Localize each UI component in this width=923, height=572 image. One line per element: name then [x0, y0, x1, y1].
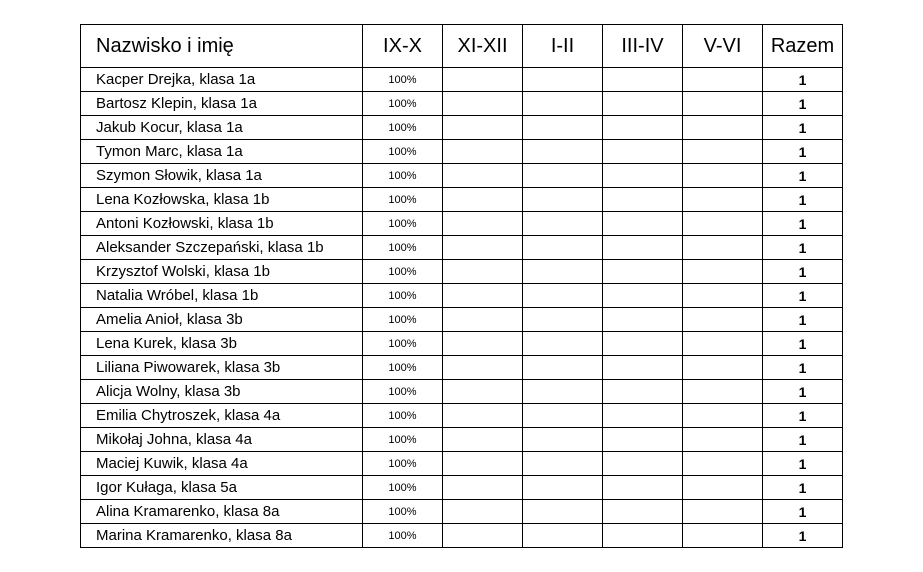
cell-name: Antoni Kozłowski, klasa 1b	[81, 212, 363, 236]
cell-iii-iv	[603, 92, 683, 116]
cell-name: Lena Kozłowska, klasa 1b	[81, 188, 363, 212]
cell-razem: 1	[763, 452, 843, 476]
cell-xi-xii	[443, 164, 523, 188]
cell-iii-iv	[603, 476, 683, 500]
cell-name: Lena Kurek, klasa 3b	[81, 332, 363, 356]
table-row	[81, 332, 843, 356]
cell-iii-iv	[603, 404, 683, 428]
cell-iii-iv	[603, 284, 683, 308]
cell-xi-xii	[443, 308, 523, 332]
cell-name: Alicja Wolny, klasa 3b	[81, 380, 363, 404]
cell-iii-iv	[603, 524, 683, 548]
cell-razem: 1	[763, 92, 843, 116]
cell-v-vi	[683, 500, 763, 524]
cell-name: Aleksander Szczepański, klasa 1b	[81, 236, 363, 260]
table-row	[81, 404, 843, 428]
cell-iii-iv	[603, 188, 683, 212]
table-row	[81, 92, 843, 116]
cell-iii-iv	[603, 380, 683, 404]
cell-razem: 1	[763, 116, 843, 140]
table-row	[81, 260, 843, 284]
cell-razem: 1	[763, 188, 843, 212]
cell-i-ii	[523, 404, 603, 428]
cell-ix-x: 100%	[363, 188, 443, 212]
cell-razem: 1	[763, 212, 843, 236]
table-row	[81, 284, 843, 308]
cell-xi-xii	[443, 380, 523, 404]
cell-iii-iv	[603, 116, 683, 140]
cell-ix-x: 100%	[363, 92, 443, 116]
cell-v-vi	[683, 140, 763, 164]
cell-i-ii	[523, 524, 603, 548]
cell-iii-iv	[603, 428, 683, 452]
cell-razem: 1	[763, 380, 843, 404]
cell-ix-x: 100%	[363, 236, 443, 260]
cell-v-vi	[683, 308, 763, 332]
cell-razem: 1	[763, 308, 843, 332]
cell-v-vi	[683, 188, 763, 212]
cell-razem: 1	[763, 236, 843, 260]
cell-name: Natalia Wróbel, klasa 1b	[81, 284, 363, 308]
cell-razem: 1	[763, 404, 843, 428]
cell-i-ii	[523, 212, 603, 236]
cell-v-vi	[683, 428, 763, 452]
table-row	[81, 452, 843, 476]
cell-ix-x: 100%	[363, 164, 443, 188]
cell-i-ii	[523, 380, 603, 404]
attendance-table	[80, 24, 843, 548]
cell-xi-xii	[443, 452, 523, 476]
cell-iii-iv	[603, 260, 683, 284]
table-row	[81, 356, 843, 380]
cell-name: Maciej Kuwik, klasa 4a	[81, 452, 363, 476]
cell-v-vi	[683, 452, 763, 476]
cell-i-ii	[523, 92, 603, 116]
cell-xi-xii	[443, 524, 523, 548]
table-row	[81, 188, 843, 212]
cell-xi-xii	[443, 284, 523, 308]
cell-i-ii	[523, 452, 603, 476]
cell-ix-x: 100%	[363, 332, 443, 356]
cell-iii-iv	[603, 140, 683, 164]
table-row	[81, 164, 843, 188]
cell-i-ii	[523, 188, 603, 212]
table-row	[81, 68, 843, 92]
cell-i-ii	[523, 428, 603, 452]
table-row	[81, 308, 843, 332]
cell-name: Igor Kułaga, klasa 5a	[81, 476, 363, 500]
table-row	[81, 116, 843, 140]
cell-iii-iv	[603, 236, 683, 260]
cell-iii-iv	[603, 68, 683, 92]
cell-v-vi	[683, 380, 763, 404]
table-row	[81, 476, 843, 500]
cell-xi-xii	[443, 428, 523, 452]
table-row	[81, 500, 843, 524]
cell-i-ii	[523, 236, 603, 260]
cell-v-vi	[683, 116, 763, 140]
cell-i-ii	[523, 308, 603, 332]
cell-name: Marina Kramarenko, klasa 8a	[81, 524, 363, 548]
cell-ix-x: 100%	[363, 140, 443, 164]
cell-ix-x: 100%	[363, 380, 443, 404]
header-row	[81, 25, 843, 68]
cell-ix-x: 100%	[363, 428, 443, 452]
cell-i-ii	[523, 500, 603, 524]
cell-i-ii	[523, 356, 603, 380]
cell-ix-x: 100%	[363, 500, 443, 524]
cell-iii-iv	[603, 332, 683, 356]
cell-v-vi	[683, 260, 763, 284]
cell-razem: 1	[763, 428, 843, 452]
cell-i-ii	[523, 260, 603, 284]
cell-xi-xii	[443, 140, 523, 164]
cell-ix-x: 100%	[363, 524, 443, 548]
cell-name: Szymon Słowik, klasa 1a	[81, 164, 363, 188]
header-xi-xii: XI-XII	[443, 25, 523, 68]
cell-v-vi	[683, 212, 763, 236]
cell-razem: 1	[763, 332, 843, 356]
cell-razem: 1	[763, 476, 843, 500]
cell-xi-xii	[443, 236, 523, 260]
cell-i-ii	[523, 116, 603, 140]
table-row	[81, 428, 843, 452]
cell-name: Alina Kramarenko, klasa 8a	[81, 500, 363, 524]
cell-razem: 1	[763, 68, 843, 92]
cell-v-vi	[683, 524, 763, 548]
cell-name: Kacper Drejka, klasa 1a	[81, 68, 363, 92]
cell-ix-x: 100%	[363, 68, 443, 92]
cell-xi-xii	[443, 332, 523, 356]
cell-v-vi	[683, 236, 763, 260]
table-row	[81, 524, 843, 548]
cell-name: Krzysztof Wolski, klasa 1b	[81, 260, 363, 284]
cell-ix-x: 100%	[363, 284, 443, 308]
header-i-ii: I-II	[523, 25, 603, 68]
cell-v-vi	[683, 356, 763, 380]
cell-xi-xii	[443, 500, 523, 524]
table-body	[81, 68, 843, 548]
cell-xi-xii	[443, 476, 523, 500]
cell-i-ii	[523, 476, 603, 500]
cell-xi-xii	[443, 68, 523, 92]
table-header	[81, 25, 843, 68]
cell-name: Bartosz Klepin, klasa 1a	[81, 92, 363, 116]
cell-iii-iv	[603, 212, 683, 236]
cell-iii-iv	[603, 164, 683, 188]
cell-xi-xii	[443, 404, 523, 428]
cell-razem: 1	[763, 356, 843, 380]
cell-iii-iv	[603, 500, 683, 524]
cell-razem: 1	[763, 140, 843, 164]
cell-xi-xii	[443, 212, 523, 236]
header-name: Nazwisko i imię	[81, 25, 363, 68]
table-row	[81, 140, 843, 164]
cell-v-vi	[683, 284, 763, 308]
header-iii-iv: III-IV	[603, 25, 683, 68]
header-v-vi: V-VI	[683, 25, 763, 68]
cell-name: Mikołaj Johna, klasa 4a	[81, 428, 363, 452]
cell-ix-x: 100%	[363, 260, 443, 284]
cell-ix-x: 100%	[363, 404, 443, 428]
cell-xi-xii	[443, 356, 523, 380]
cell-name: Liliana Piwowarek, klasa 3b	[81, 356, 363, 380]
cell-iii-iv	[603, 308, 683, 332]
cell-razem: 1	[763, 524, 843, 548]
cell-i-ii	[523, 68, 603, 92]
cell-razem: 1	[763, 164, 843, 188]
cell-razem: 1	[763, 284, 843, 308]
table-row	[81, 380, 843, 404]
cell-i-ii	[523, 140, 603, 164]
cell-v-vi	[683, 164, 763, 188]
cell-ix-x: 100%	[363, 116, 443, 140]
cell-i-ii	[523, 164, 603, 188]
cell-xi-xii	[443, 92, 523, 116]
cell-v-vi	[683, 68, 763, 92]
cell-iii-iv	[603, 452, 683, 476]
table-row	[81, 236, 843, 260]
cell-i-ii	[523, 332, 603, 356]
cell-xi-xii	[443, 188, 523, 212]
cell-name: Emilia Chytroszek, klasa 4a	[81, 404, 363, 428]
cell-ix-x: 100%	[363, 356, 443, 380]
cell-v-vi	[683, 92, 763, 116]
cell-ix-x: 100%	[363, 308, 443, 332]
cell-razem: 1	[763, 500, 843, 524]
cell-xi-xii	[443, 260, 523, 284]
header-ix-x: IX-X	[363, 25, 443, 68]
table-row	[81, 212, 843, 236]
cell-xi-xii	[443, 116, 523, 140]
cell-ix-x: 100%	[363, 476, 443, 500]
cell-v-vi	[683, 332, 763, 356]
cell-name: Tymon Marc, klasa 1a	[81, 140, 363, 164]
cell-i-ii	[523, 284, 603, 308]
cell-ix-x: 100%	[363, 452, 443, 476]
cell-v-vi	[683, 404, 763, 428]
cell-razem: 1	[763, 260, 843, 284]
cell-name: Jakub Kocur, klasa 1a	[81, 116, 363, 140]
cell-v-vi	[683, 476, 763, 500]
cell-iii-iv	[603, 356, 683, 380]
cell-name: Amelia Anioł, klasa 3b	[81, 308, 363, 332]
cell-ix-x: 100%	[363, 212, 443, 236]
header-razem: Razem	[763, 25, 843, 68]
